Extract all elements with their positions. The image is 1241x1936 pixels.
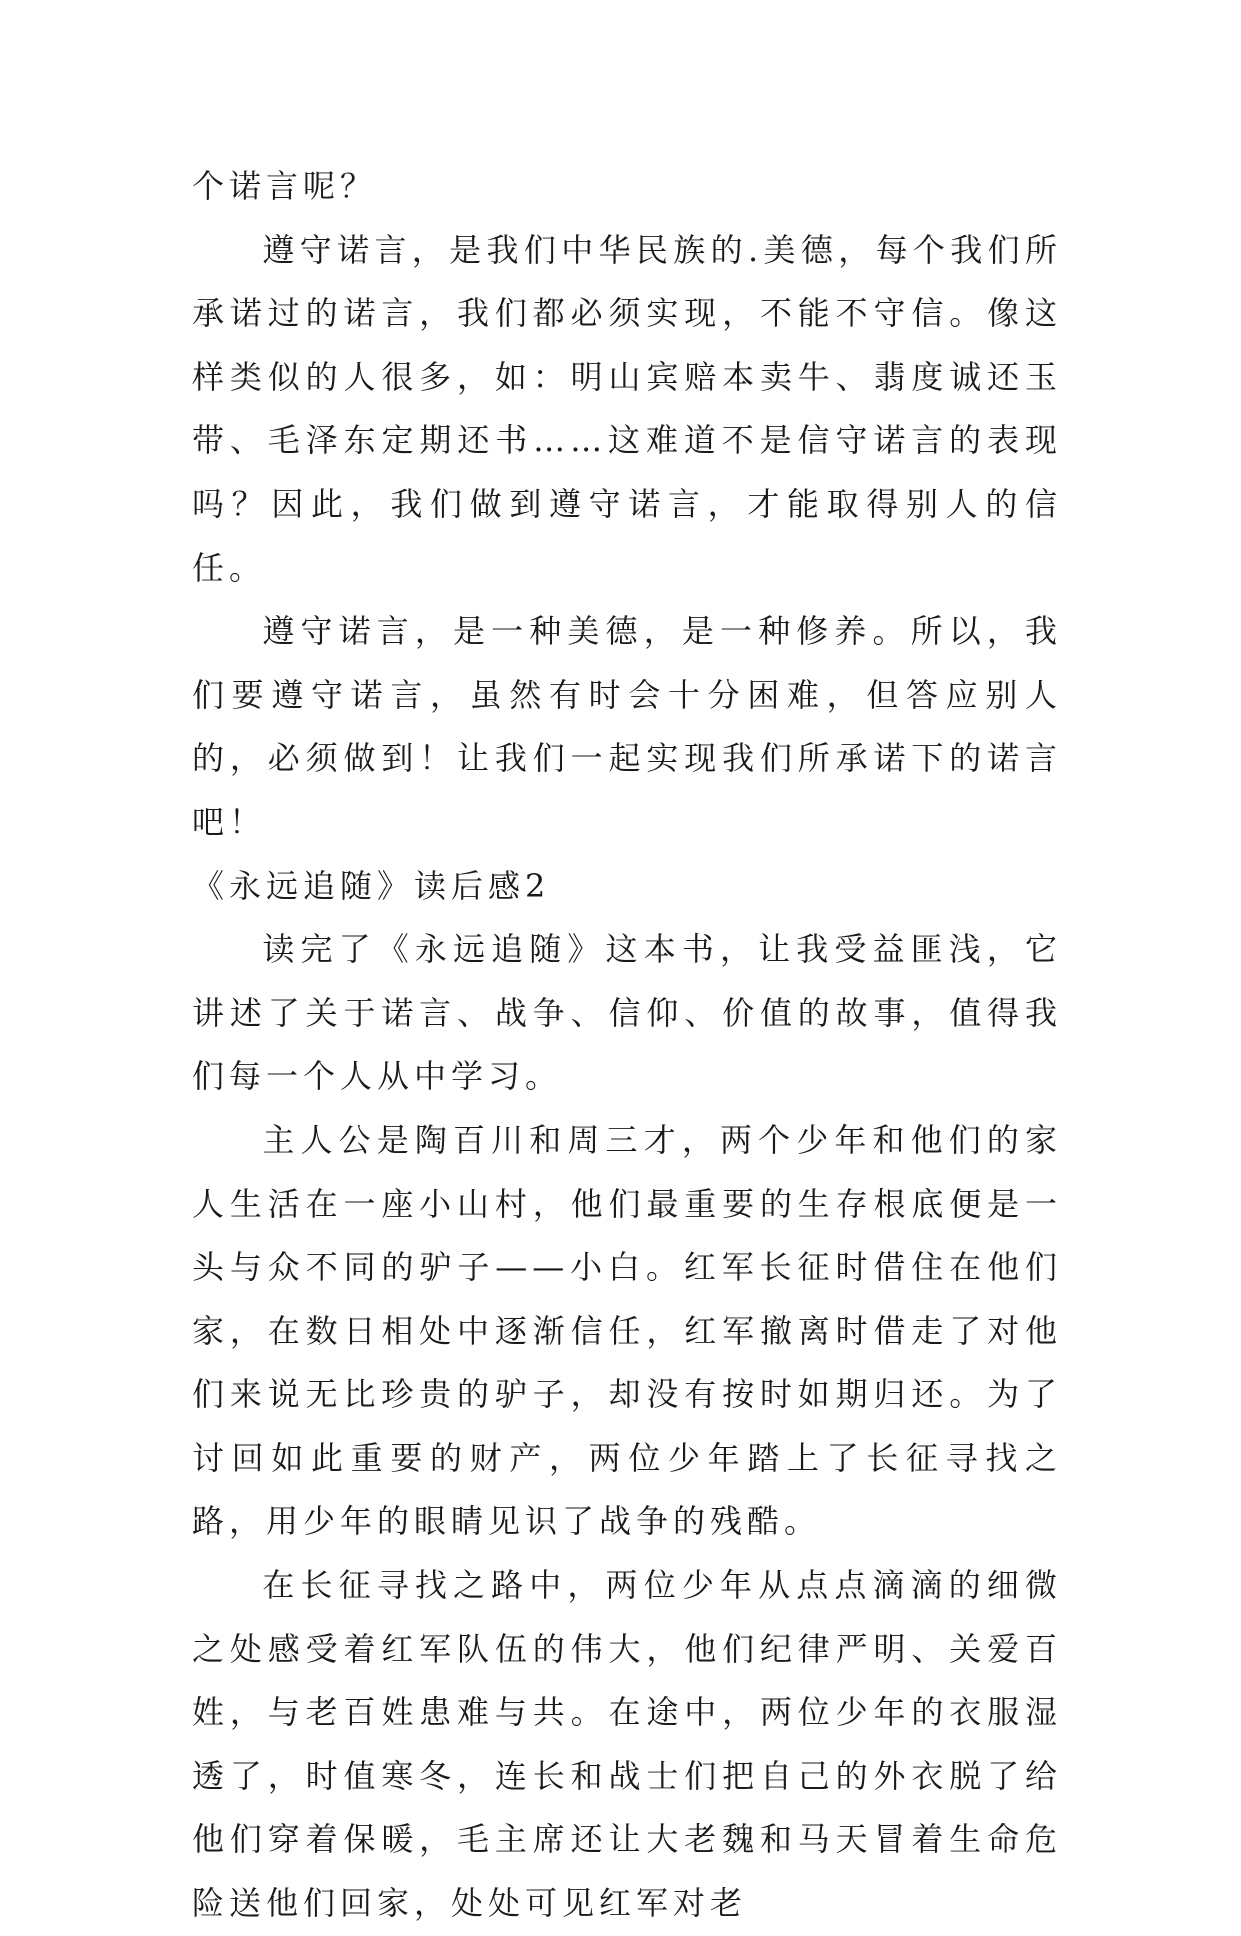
paragraph-long-march: 在长征寻找之路中，两位少年从点点滴滴的细微之处感受着红军队伍的伟大，他们纪律严明、关爱百姓，与老百姓患难与共。在途中，两位少年的衣服湿透了，时值寒冬，连长和战士们把自己的外衣脱了给他们穿着保暖，毛主席还让大老魏和马天冒着生命危险送他们回家，处处可见红军对老 xyxy=(192,1566,1062,1923)
paragraph-book-intro: 读完了《永远追随》这本书，让我受益匪浅，它讲述了关于诺言、战争、信仰、价值的故事，值得我们每一个人从中学习。 xyxy=(192,930,1062,1096)
paragraph-keeping-promises: 遵守诺言，是我们中华民族的.美德，每个我们所承诺过的诺言，我们都必须实现，不能不守信。像这样类似的人很多，如：明山宾赔本卖牛、翡度诚还玉带、毛泽东定期还书……这难道不是信守诺言的表现吗？因此，我们做到遵守诺言，才能取得别人的信任。 xyxy=(192,230,1062,587)
section-heading: 《永远追随》读后感2 xyxy=(192,866,551,905)
paragraph-protagonists: 主人公是陶百川和周三才，两个少年和他们的家人生活在一座小山村，他们最重要的生存根底便是一头与众不同的驴子——小白。红军长征时借住在他们家，在数日相处中逐渐信任，红军撤离时借走了对他们来说无比珍贵的驴子，却没有按时如期归还。为了讨回如此重要的财产，两位少年踏上了长征寻找之路，用少年的眼睛见识了战争的残酷。 xyxy=(192,1120,1062,1541)
document-body xyxy=(192,155,1062,1936)
paragraph-continuation: 个诺言呢？ xyxy=(192,167,378,205)
paragraph-virtue: 遵守诺言，是一种美德，是一种修养。所以，我们要遵守诺言，虽然有时会十分困难，但答应别人的，必须做到！让我们一起实现我们所承诺下的诺言吧！ xyxy=(192,612,1062,841)
